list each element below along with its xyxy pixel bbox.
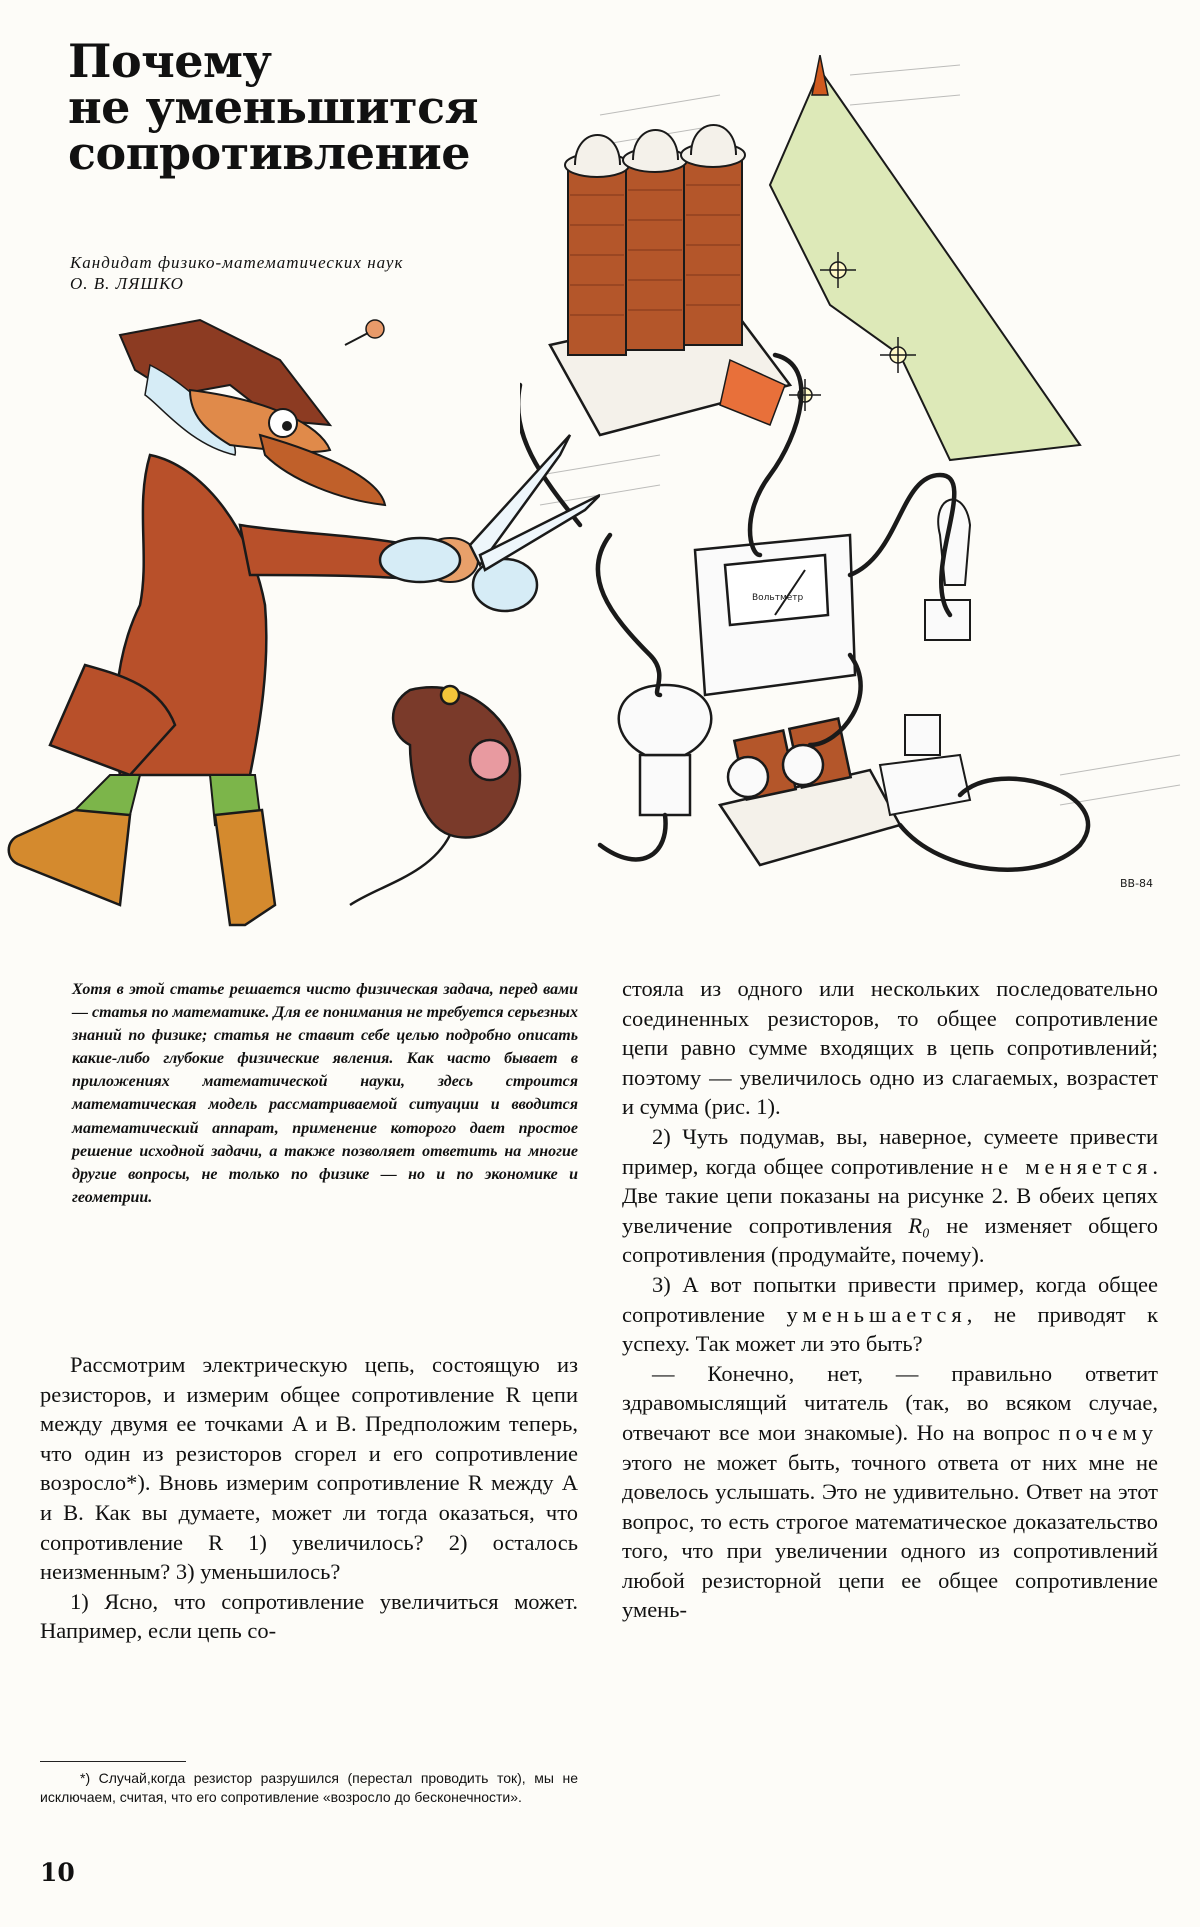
christmas-tree [770,70,1080,460]
scissors-man-illustration [0,305,600,930]
title-line-2: не уменьшится [68,80,479,134]
author-name: О. В. ЛЯШКО [70,274,184,293]
illustration-signature: ВВ-84 [1120,877,1154,890]
voltmeter [695,535,855,695]
right-column [622,974,1158,1625]
author-byline [70,252,550,294]
apparatus-illustration [520,55,1200,890]
p3-emphasis: уменьшается [786,1301,967,1327]
p2-emphasis: не меняется [981,1153,1153,1179]
p2-text-a: 2) Чуть подумав, вы, наверное, сумеете привести пример, когда общее сопротивление [622,1123,1158,1179]
left-column [40,1350,578,1646]
p3-text-b: , не приводят к успеху. Так может ли это быть? [622,1301,1158,1357]
left-paragraph-2: 1) Ясно, что сопротивление увеличиться может. Например, если цепь со- [40,1588,578,1644]
footnote: *) Случай,когда резистор разрушился (перестал проводить ток), мы не исключаем, считая, что его сопротивление «возросло до бесконечности». [40,1770,578,1805]
p4-text-a: — Конечно, нет, — правильно ответит здравомыслящий читатель (так, во всяком случае, отвечают все мои знакомые). Но на вопрос [622,1360,1158,1445]
light-bulb-icon [619,685,711,815]
right-paragraph-3 [622,1270,1158,1359]
author-role: Кандидат физико-математических наук [70,253,404,272]
title-line-3: сопротивление [68,126,471,180]
mouse-icon [350,686,520,905]
scissors-icon [380,435,600,611]
p4-emphasis: почему [1058,1419,1158,1445]
left-paragraph-1: Рассмотрим электрическую цепь, состоящую из резисторов, и измерим общее сопротивление R цепи между двумя ее точками A и B. Предположим теперь, что один из резисторов сгорел и его сопротивление возросло*). Вновь измерим сопротивление R между A и B. Как вы думаете, может ли тогда оказаться, что сопротивление R 1) увеличилось? 2) осталось неизменным? 3) уменьшилось? [40,1352,578,1585]
p2-text-c: не изменяет общего сопротивления (продумайте, почему). [622,1212,1158,1268]
p2-variable: R₀ [908,1212,930,1238]
p4-text-b: этого не может быть, точного ответа от них мне не довелось услышать. Это не удивительно. Ответ на этот вопрос, то есть строгое математическое доказательство того, что при увеличении одного из сопротивлений любой резисторной цепи ее общее сопротивление умень- [622,1449,1158,1623]
right-paragraph-2 [622,1122,1158,1270]
page-number: 10 [40,1858,75,1887]
p2-text-b: . Две такие цепи показаны на рисунке 2. В обеих цепях увеличение сопротивления [622,1153,1158,1238]
footnote-divider [40,1761,186,1762]
intro-paragraph: Хотя в этой статье решается чисто физическая задача, перед вами — статья по математике. Для ее понимания не требуется серьезных знаний по физике; статья не ставит себе целью подробно описать какие-либо глубокие физические явления. Как часто бывает в приложениях математической науки, здесь строится математическая модель рассматриваемой ситуации и вводится математический аппарат, применение которого дает простое решение исходной задачи, а также позволяет ответить на многие другие вопросы, не только по физике — но и по экономике и геометрии. [72,981,578,1206]
right-paragraph-4 [622,1359,1158,1625]
p3-text-a: 3) А вот попытки привести пример, когда общее сопротивление [622,1271,1158,1327]
title-line-1: Почему [68,34,272,88]
right-paragraph-1: стояла из одного или нескольких последовательно соединенных резисторов, то общее сопротивление цепи равно сумме входящих в цепь сопротивлений; поэтому — увеличилось одно из слагаемых, возрастет и сумма (рис. 1). [622,976,1158,1120]
meter-label: Вольтметр [752,593,804,603]
